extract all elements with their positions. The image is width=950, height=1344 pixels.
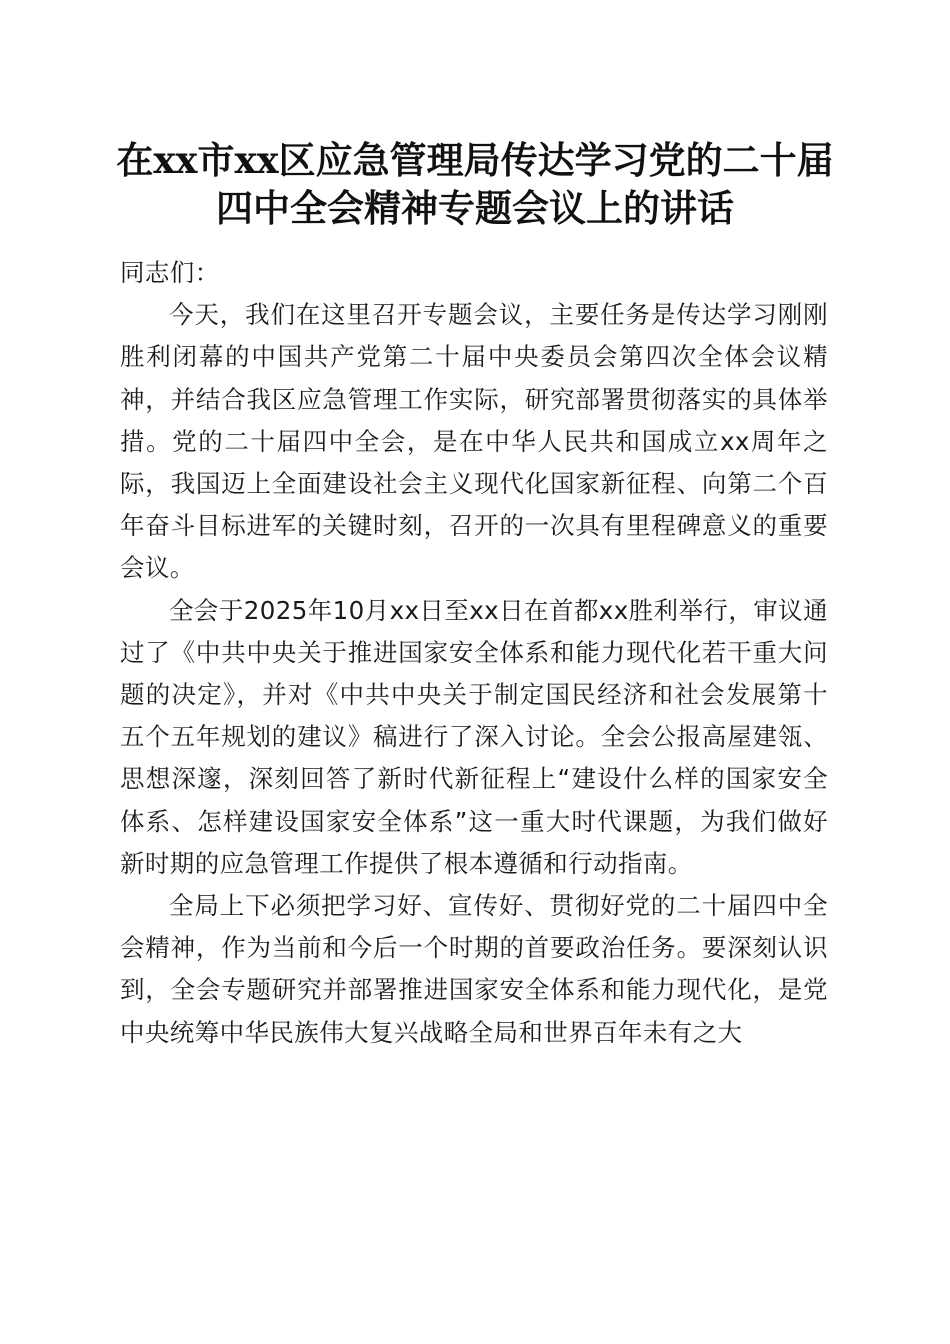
document-title <box>100 136 850 232</box>
salutation: 同志们： <box>120 258 220 287</box>
document-body <box>120 252 828 1054</box>
paragraph-2: 全会于2025年10月xx日至xx日在首都xx胜利举行，审议通过了《中共中央关于推进国家安全体系和能力现代化若干重大问题的决定》，并对《中共中央关于制定国民经济和社会发展第十五个五年规划的建议》稿进行了深入讨论。全会公报高屋建瓴、思想深邃，深刻回答了新时代新征程上“建设什么样的国家安全体系、怎样建设国家安全体系”这一重大时代课题，为我们做好新时期的应急管理工作提供了根本遵循和行动指南。 <box>120 595 828 878</box>
title-line-1: 在xx市xx区应急管理局传达学习党的二十届 <box>116 138 834 182</box>
paragraph-3: 全局上下必须把学习好、宣传好、贯彻好党的二十届四中全会精神，作为当前和今后一个时期的首要政治任务。要深刻认识到，全会专题研究并部署推进国家安全体系和能力现代化，是党中央统筹中华民族伟大复兴战略全局和世界百年未有之大 <box>120 891 828 1047</box>
title-line-2: 四中全会精神专题会议上的讲话 <box>216 186 734 230</box>
paragraph-1: 今天，我们在这里召开专题会议，主要任务是传达学习刚刚胜利闭幕的中国共产党第二十届中央委员会第四次全体会议精神，并结合我区应急管理工作实际，研究部署贯彻落实的具体举措。党的二十届四中全会，是在中华人民共和国成立xx周年之际，我国迈上全面建设社会主义现代化国家新征程、向第二个百年奋斗目标进军的关键时刻，召开的一次具有里程碑意义的重要会议。 <box>120 300 828 583</box>
